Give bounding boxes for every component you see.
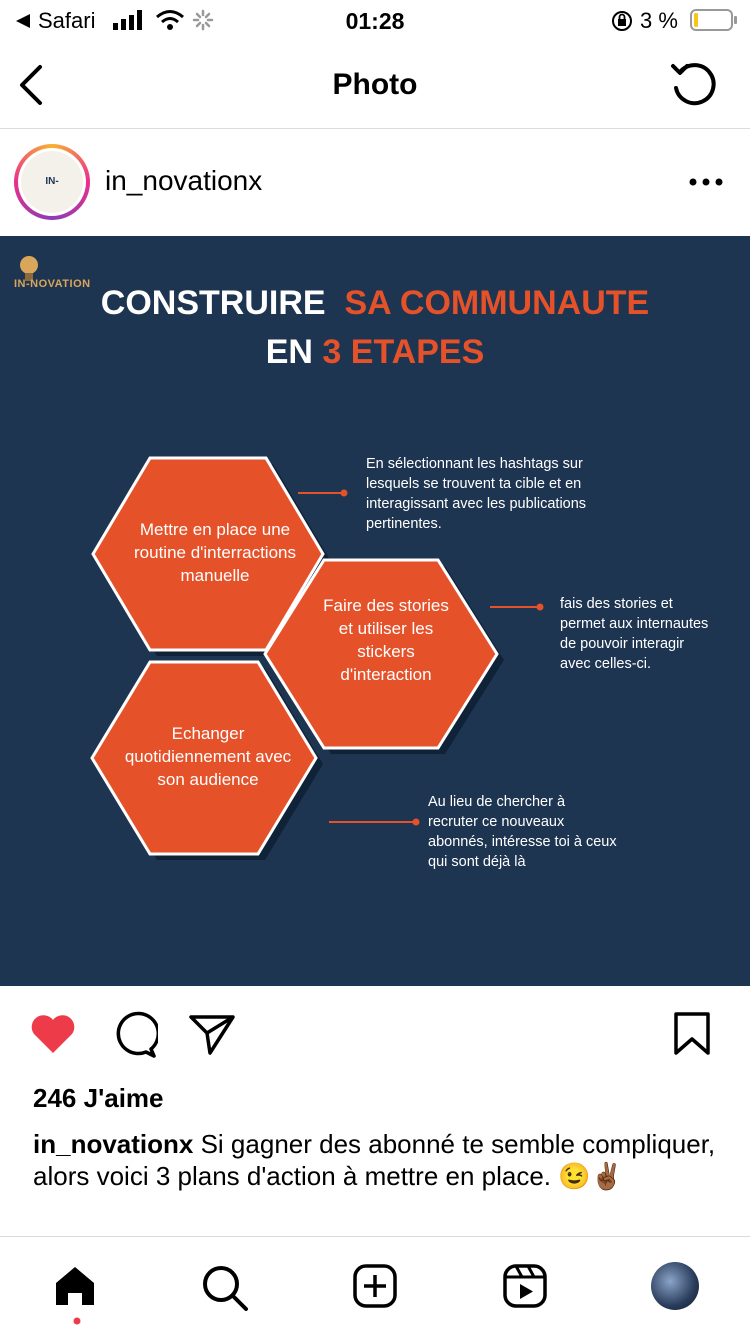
headline-line-1: CONSTRUIRE SA COMMUNAUTE [100,284,650,322]
tab-bar [0,1236,750,1335]
navigation-bar [0,40,750,129]
like-heart-icon[interactable] [28,1011,78,1057]
avatar[interactable] [14,144,90,220]
note-1: En sélectionnant les hashtags sur lesquels se trouvent ta cible et en interagissant avec les publications pertinentes. [366,456,587,532]
carrier-label: Safari [38,8,96,33]
likes-count[interactable]: 246 J'aime [33,1083,164,1113]
note-2: fais des stories et permet aux internautes de pouvoir interagir avec celles-ci. [560,596,709,672]
share-icon[interactable] [188,1013,236,1057]
status-bar [0,0,750,40]
search-icon[interactable] [200,1263,250,1313]
step-3-text: Echanger quotidiennement avec son audience [124,724,292,789]
caption-username[interactable]: in_novationx [33,1129,194,1159]
profile-avatar[interactable] [651,1262,699,1310]
orientation-lock-icon [610,9,634,33]
post-actions [0,987,750,1077]
post-image[interactable] [0,236,750,986]
battery-percent: 3 % [640,8,678,33]
note-3: Au lieu de chercher à recruter ce nouveaux abonnés, intéresse toi à ceux qui sont déjà là [428,794,617,870]
headline-line-2: EN 3 ETAPES [265,333,485,371]
post-username[interactable]: in_novationx [105,165,263,196]
reels-icon[interactable] [502,1263,548,1309]
page-title: Photo [332,68,418,101]
step-2-text: Faire des stories et utiliser les stickers d'interaction [323,596,449,684]
brand-logo: IN-NOVATION [14,278,91,290]
more-options-icon[interactable] [688,177,724,187]
save-bookmark-icon[interactable] [672,1011,712,1057]
battery-icon [690,8,738,32]
home-icon[interactable] [52,1263,98,1309]
notification-dot [73,1317,81,1325]
avatar-logo: IN- [21,151,83,213]
step-1-text: Mettre en place une routine d'interractions manuelle [134,520,296,585]
create-post-icon[interactable] [352,1263,398,1309]
caption-text: Si gagner des abonné te semble compliquer, alors voici 3 plans d'action à mettre en place. [33,1129,716,1191]
refresh-icon[interactable] [668,58,720,110]
post-header [0,129,750,235]
caption [33,1128,723,1192]
clock: 01:28 [345,8,405,34]
caption-emojis: 😉✌🏾 [558,1161,624,1191]
comment-icon[interactable] [108,1011,158,1059]
